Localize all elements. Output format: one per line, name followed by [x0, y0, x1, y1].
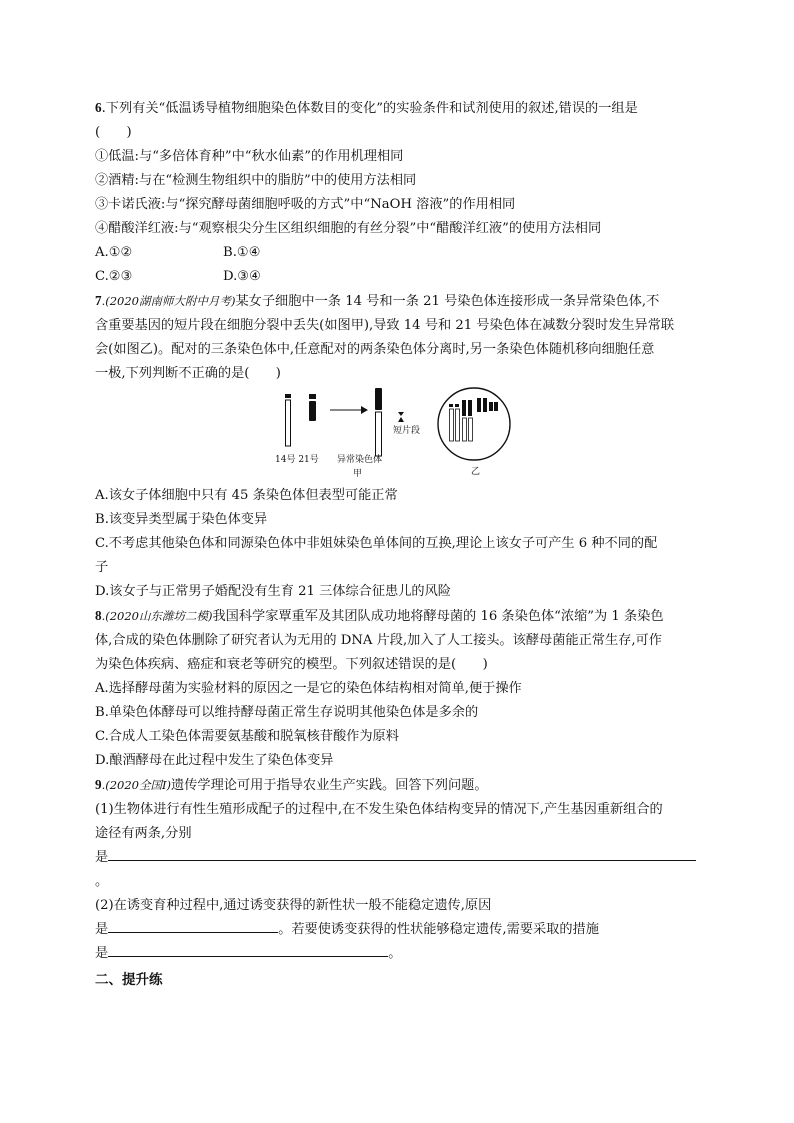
q9-part2-answer: 是 。若要使诱变获得的性状能够稳定遗传,需要采取的措施: [95, 918, 700, 942]
q8-option-d: D.酿酒酵母在此过程中发生了染色体变异: [95, 753, 334, 768]
pairing-cell: [438, 388, 510, 460]
q8-option-b: B.单染色体酵母可以维持酵母菌正常生存说明其他染色体是多余的: [95, 705, 479, 720]
q9-part1-answer: 是: [95, 846, 700, 870]
q8-stem: 8.(2020山东潍坊二模)我国科学家覃重军及其团队成功地将酵母菌的 16 条染色体“浓缩”为 1 条染色: [95, 608, 664, 624]
section-heading: 二、提升练: [95, 972, 163, 988]
label-14-21: 14号 21号: [275, 455, 319, 465]
q8-stem-line: 为染色体疾病、癌症和衰老等研究的模型。下列叙述错误的是( ): [95, 657, 488, 672]
chromosome-14: [285, 394, 291, 446]
q7-stem: 7.(2020湖南师大附中月考)某女子细胞中一条 14 号和一条 21 号染色体连接形成一条异常染色体,不: [95, 293, 660, 309]
q6-item: ②酒精:与在“检测生物组织中的脂肪”中的使用方法相同: [95, 173, 417, 188]
chromosome-diagram: [275, 386, 515, 482]
q7-option-d: D.该女子与正常男子婚配没有生育 21 三体综合征患儿的风险: [95, 584, 451, 599]
q6-item: ④醋酸洋红液:与“观察根尖分生区组织细胞的有丝分裂”中“醋酸洋红液”的使用方法相同: [95, 221, 602, 236]
chromosome-21: [309, 394, 316, 421]
q6-option-d: D.③④: [223, 269, 261, 284]
q7-stem-line: 含重要基因的短片段在细胞分裂中丢失(如图甲),导致 14 号和 21 号染色体在减数分裂时发生异常联: [95, 318, 675, 333]
q6-item: ③卡诺氏液:与“探究酵母菌细胞呼吸的方式”中“NaOH 溶液”的作用相同: [95, 197, 516, 212]
q6-item: ①低温:与“多倍体育种”中“秋水仙素”的作用机理相同: [95, 149, 404, 164]
q6-option-b: B.①④: [223, 245, 261, 260]
answer-blank-1[interactable]: [108, 846, 696, 861]
q8-option-a: A.选择酵母菌为实验材料的原因之一是它的染色体结构相对简单,便于操作: [95, 681, 522, 696]
q9-part1-end: 。: [95, 874, 109, 889]
answer-blank-2[interactable]: [108, 918, 278, 933]
abnormal-chromosome: [375, 388, 382, 456]
q9-stem: 9.(2020全国Ⅰ)遗传学理论可用于指导农业生产实践。回答下列问题。: [95, 777, 488, 793]
q6-option-c: C.②③: [95, 269, 133, 284]
q9-part1: (1)生物体进行有性生殖形成配子的过程中,在不发生染色体结构变异的情况下,产生基因重新组合的: [95, 802, 663, 817]
q8-option-c: C.合成人工染色体需要氨基酸和脱氧核苷酸作为原料: [95, 729, 399, 744]
worksheet-page: [95, 96, 700, 992]
q6-options-row: [95, 241, 700, 265]
label-short-fragment: 短片段: [393, 426, 421, 436]
label-jia: 甲: [353, 469, 363, 479]
q6-option-a: A.①②: [95, 245, 133, 260]
q8-stem-line: 体,合成的染色体删除了研究者认为无用的 DNA 片段,加入了人工接头。该酵母菌能正常生存,可作: [95, 633, 662, 648]
q6-stem: 6.下列有关“低温诱导植物细胞染色体数目的变化”的实验条件和试剂使用的叙述,错误的一组是: [95, 100, 638, 116]
q9-part2: (2)在诱变育种过程中,通过诱变获得的新性状一般不能稳定遗传,原因: [95, 898, 492, 913]
label-yi: 乙: [471, 467, 481, 477]
short-fragment: [398, 412, 404, 422]
chromosome-figure: [95, 386, 700, 482]
q7-option-c: C.不考虑其他染色体和同源染色体中非姐妹染色单体间的互换,理论上该女子可产生 6 种不同的配: [95, 536, 658, 551]
q7-option-a: A.该女子体细胞中只有 45 条染色体但表型可能正常: [95, 488, 398, 503]
q9-part2-measure: 是 。: [95, 942, 700, 966]
q7-option-c-cont: 子: [95, 560, 109, 575]
q7-stem-line: 一极,下列判断不正确的是( ): [95, 366, 281, 381]
arrow-icon: [330, 406, 368, 414]
q7-stem-line: 会(如图乙)。配对的三条染色体中,任意配对的两条染色体分离时,另一条染色体随机移向细胞任意: [95, 342, 655, 357]
q6-options-row: [95, 265, 700, 289]
answer-blank-3[interactable]: [108, 942, 388, 957]
q9-part1-line: 途径有两条,分别: [95, 826, 192, 841]
label-abnormal: 异常染色体: [337, 455, 383, 465]
q6-answer-paren: ( ): [95, 125, 132, 140]
q7-option-b: B.该变异类型属于染色体变异: [95, 512, 268, 527]
